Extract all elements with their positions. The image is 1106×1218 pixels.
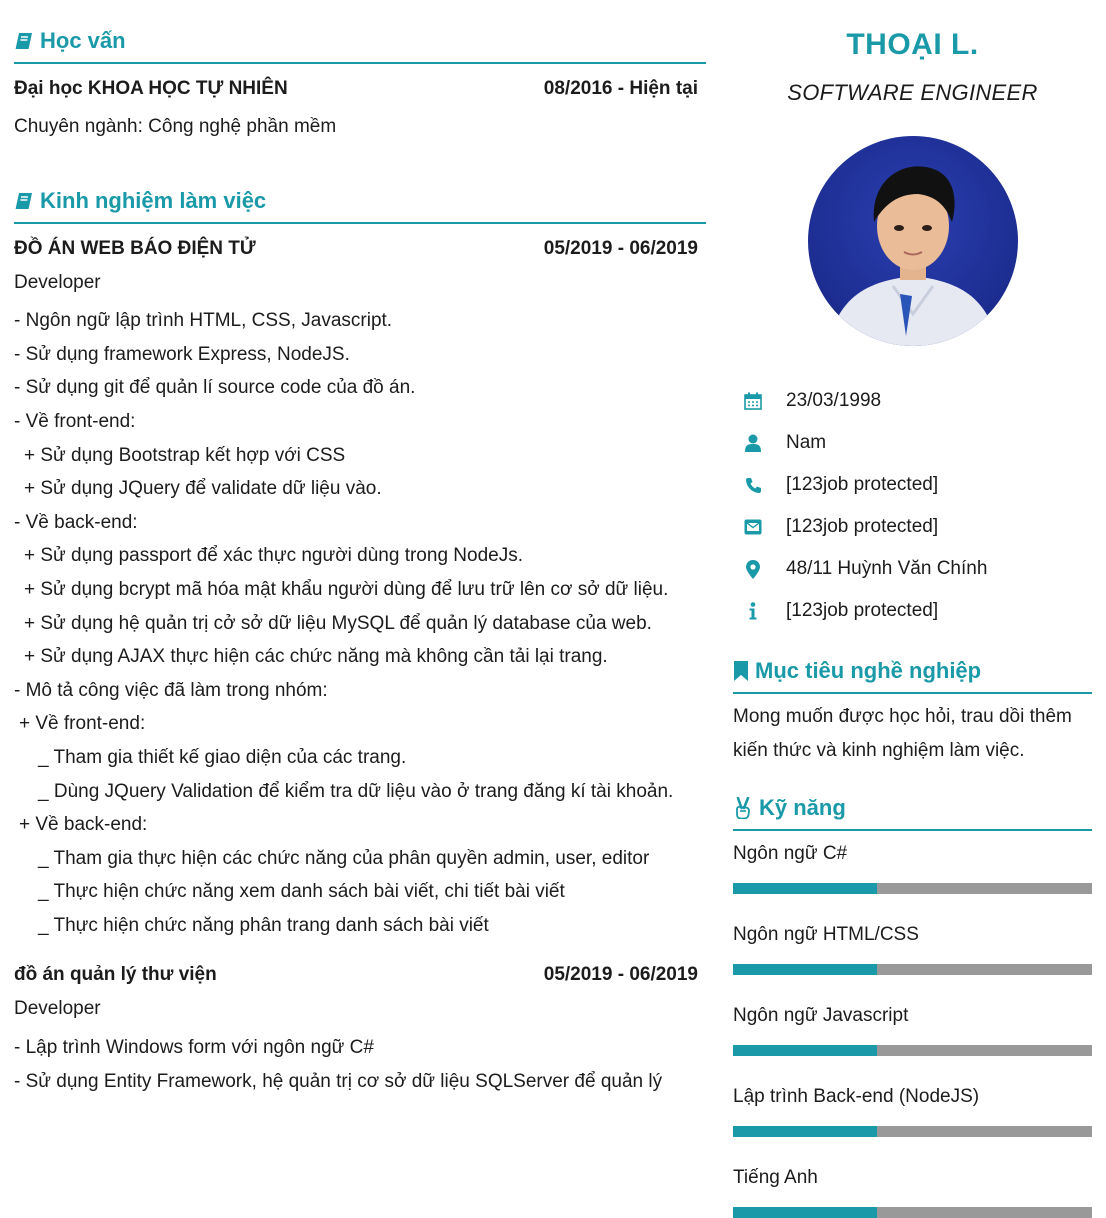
- profile-title: SOFTWARE ENGINEER: [787, 80, 1038, 105]
- detail-line: _ Thực hiện chức năng xem danh sách bài viết, chi tiết bài viết: [38, 881, 565, 903]
- school-name: Đại học KHOA HỌC TỰ NHIÊN: [14, 78, 288, 99]
- skill-bar: [733, 964, 1092, 975]
- skills-list: [733, 843, 1092, 1218]
- envelope-icon: [744, 519, 762, 535]
- detail-line: - Về back-end:: [14, 511, 138, 533]
- project-role: Developer: [14, 271, 101, 293]
- phone-text: [123job protected]: [786, 474, 939, 495]
- project-header: [14, 238, 706, 260]
- info-item: [743, 590, 1092, 632]
- birthday-text: 23/03/1998: [786, 390, 882, 411]
- gender-item: [743, 422, 1092, 464]
- detail-line: + Sử dụng hệ quản trị cở sở dữ liệu MySQL để quản lý database của web.: [24, 612, 652, 634]
- project-details: [14, 1031, 706, 1098]
- phone-item: [743, 464, 1092, 506]
- skill-item: [733, 843, 1092, 894]
- profile-name: THOẠI L.: [846, 28, 979, 61]
- detail-line: + Sử dụng bcrypt mã hóa mật khẩu người dùng để lưu trữ lên cơ sở dữ liệu.: [24, 578, 669, 600]
- skill-bar-fill: [733, 1045, 877, 1056]
- detail-line: _ Dùng JQuery Validation để kiểm tra dữ liệu vào ở trang đăng kí tài khoản.: [38, 780, 674, 802]
- email-item: [743, 506, 1092, 548]
- skills-heading: [733, 795, 1092, 831]
- skill-bar-fill: [733, 1126, 877, 1137]
- calendar-icon: [744, 392, 762, 410]
- info-text: [123job protected]: [786, 600, 939, 621]
- bookmark-icon: [733, 661, 749, 681]
- skill-name: Ngôn ngữ C#: [733, 843, 848, 865]
- skill-bar: [733, 883, 1092, 894]
- skill-item: [733, 1086, 1092, 1137]
- skill-name: Tiếng Anh: [733, 1167, 818, 1189]
- education-period: 08/2016 - Hiện tại: [543, 78, 698, 99]
- phone-icon: [745, 477, 762, 494]
- education-row: [14, 78, 706, 100]
- experience-heading-text: Kinh nghiệm làm việc: [40, 187, 267, 213]
- right-column: [733, 0, 1092, 1218]
- detail-line: _ Thực hiện chức năng phân trang danh sách bài viết: [38, 914, 489, 936]
- detail-line: - Lập trình Windows form với ngôn ngữ C#: [14, 1037, 374, 1059]
- experience-heading: [14, 188, 706, 224]
- info-icon: [748, 602, 758, 620]
- project-2: [14, 964, 706, 1098]
- email-text: [123job protected]: [786, 516, 939, 537]
- detail-line: + Sử dụng AJAX thực hiện các chức năng mà không cần tải lại trang.: [24, 646, 608, 668]
- detail-line: + Sử dụng Bootstrap kết hợp với CSS: [24, 444, 346, 466]
- avatar: [808, 136, 1018, 346]
- project-period: 05/2019 - 06/2019: [543, 964, 698, 986]
- education-heading: [14, 28, 706, 64]
- detail-line: - Mô tả công việc đã làm trong nhóm:: [14, 679, 328, 701]
- objective-text: Mong muốn được học hỏi, trau dồi thêm kiến thức và kinh nghiệm làm việc.: [733, 706, 1072, 761]
- skill-name: Ngôn ngữ Javascript: [733, 1005, 909, 1027]
- detail-line: - Sử dụng framework Express, NodeJS.: [14, 343, 350, 365]
- detail-line: - Sử dụng git để quản lí source code của đồ án.: [14, 377, 416, 399]
- detail-line: - Về front-end:: [14, 410, 136, 432]
- project-role: Developer: [14, 998, 101, 1020]
- project-name: đồ án quản lý thư viện: [14, 964, 217, 986]
- objective-heading-text: Mục tiêu nghề nghiệp: [755, 658, 982, 683]
- map-marker-icon: [746, 560, 760, 579]
- avatar-portrait: [808, 136, 1018, 346]
- project-name: ĐỒ ÁN WEB BÁO ĐIỆN TỬ: [14, 237, 256, 259]
- education-heading-text: Học vấn: [40, 28, 126, 53]
- detail-line: + Sử dụng JQuery để validate dữ liệu vào.: [24, 478, 382, 500]
- left-column: [14, 0, 706, 1098]
- education-major: Chuyên ngành: Công nghệ phần mềm: [14, 116, 337, 137]
- detail-line: _ Tham gia thiết kế giao diện của các trang.: [38, 746, 407, 768]
- skill-bar: [733, 1045, 1092, 1056]
- detail-line: + Sử dụng passport để xác thực người dùng trong NodeJs.: [24, 545, 523, 567]
- address-item: [743, 548, 1092, 590]
- skill-bar-fill: [733, 1207, 877, 1218]
- address-text: 48/11 Huỳnh Văn Chính: [786, 558, 988, 579]
- detail-line: _ Tham gia thực hiện các chức năng của phân quyền admin, user, editor: [38, 847, 650, 869]
- skill-item: [733, 1167, 1092, 1218]
- project-period: 05/2019 - 06/2019: [543, 237, 698, 259]
- project-header: [14, 964, 706, 986]
- skill-item: [733, 1005, 1092, 1056]
- book-icon: [14, 191, 34, 211]
- detail-line: + Về front-end:: [19, 713, 146, 735]
- detail-line: - Sử dụng Entity Framework, hệ quản trị cơ sở dữ liệu SQLServer để quản lý: [14, 1070, 663, 1092]
- contact-info: [743, 380, 1092, 632]
- skill-name: Lập trình Back-end (NodeJS): [733, 1086, 980, 1108]
- book-icon: [14, 31, 34, 51]
- skill-name: Ngôn ngữ HTML/CSS: [733, 924, 919, 946]
- skill-bar-fill: [733, 883, 877, 894]
- birthday-item: [743, 380, 1092, 422]
- skill-item: [733, 924, 1092, 975]
- project-details: [14, 304, 706, 942]
- detail-line: + Về back-end:: [19, 814, 148, 836]
- victory-hand-icon: [733, 797, 753, 819]
- project-1: [14, 238, 706, 943]
- skill-bar: [733, 1126, 1092, 1137]
- skills-heading-text: Kỹ năng: [759, 795, 846, 821]
- gender-text: Nam: [786, 432, 827, 453]
- objective-heading: [733, 658, 1092, 694]
- detail-line: - Ngôn ngữ lập trình HTML, CSS, Javascript.: [14, 310, 393, 332]
- skill-bar: [733, 1207, 1092, 1218]
- user-icon: [745, 434, 761, 452]
- skill-bar-fill: [733, 964, 877, 975]
